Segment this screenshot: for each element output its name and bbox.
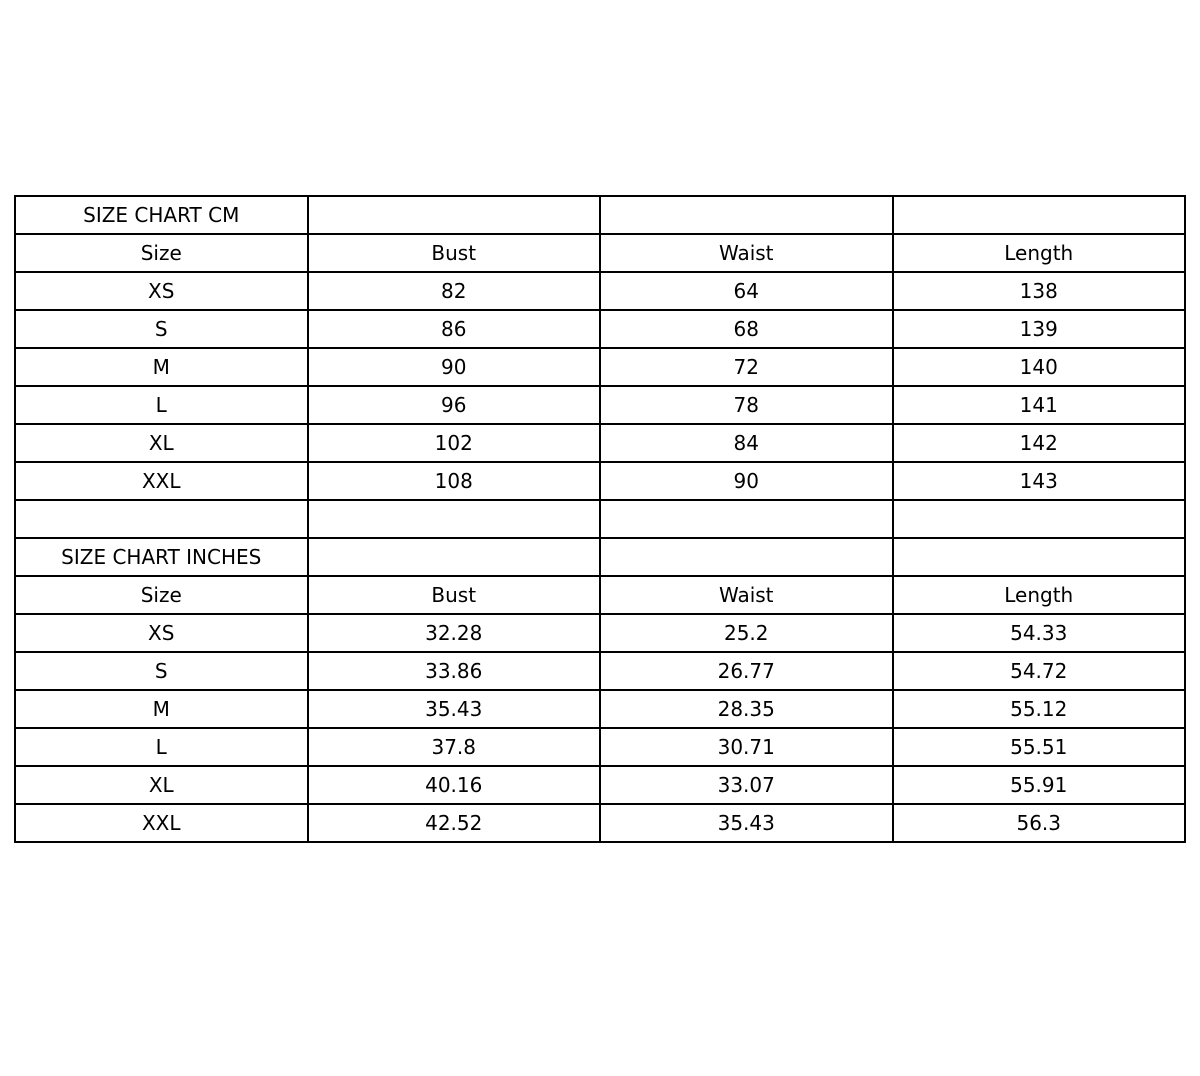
empty-cell — [600, 196, 893, 234]
table-row — [15, 386, 1185, 424]
table-row — [15, 272, 1185, 310]
waist-cell: 26.77 — [600, 652, 893, 690]
waist-cell: 78 — [600, 386, 893, 424]
bust-cell: 96 — [308, 386, 601, 424]
cm-section-title: SIZE CHART CM — [15, 196, 308, 234]
length-cell: 56.3 — [893, 804, 1186, 842]
column-header-length: Length — [893, 234, 1186, 272]
size-cell: S — [15, 652, 308, 690]
table-row — [15, 348, 1185, 386]
column-header-length: Length — [893, 576, 1186, 614]
size-cell: XXL — [15, 462, 308, 500]
waist-cell: 64 — [600, 272, 893, 310]
cm-header-row — [15, 234, 1185, 272]
waist-cell: 68 — [600, 310, 893, 348]
spacer-row — [15, 500, 1185, 538]
waist-cell: 33.07 — [600, 766, 893, 804]
size-cell: L — [15, 386, 308, 424]
table-row — [15, 690, 1185, 728]
length-cell: 138 — [893, 272, 1186, 310]
size-cell: S — [15, 310, 308, 348]
empty-cell — [893, 538, 1186, 576]
empty-cell — [893, 196, 1186, 234]
length-cell: 54.72 — [893, 652, 1186, 690]
table-row — [15, 310, 1185, 348]
bust-cell: 42.52 — [308, 804, 601, 842]
length-cell: 143 — [893, 462, 1186, 500]
inches-section-title: SIZE CHART INCHES — [15, 538, 308, 576]
cm-title-row — [15, 196, 1185, 234]
empty-cell — [308, 196, 601, 234]
bust-cell: 86 — [308, 310, 601, 348]
length-cell: 54.33 — [893, 614, 1186, 652]
size-cell: M — [15, 348, 308, 386]
bust-cell: 90 — [308, 348, 601, 386]
bust-cell: 40.16 — [308, 766, 601, 804]
waist-cell: 25.2 — [600, 614, 893, 652]
size-cell: XL — [15, 766, 308, 804]
table-row — [15, 614, 1185, 652]
table-row — [15, 766, 1185, 804]
waist-cell: 84 — [600, 424, 893, 462]
waist-cell: 72 — [600, 348, 893, 386]
empty-cell — [893, 500, 1186, 538]
inches-title-row — [15, 538, 1185, 576]
size-cell: XS — [15, 614, 308, 652]
table-row — [15, 804, 1185, 842]
column-header-bust: Bust — [308, 576, 601, 614]
table-row — [15, 462, 1185, 500]
waist-cell: 30.71 — [600, 728, 893, 766]
length-cell: 142 — [893, 424, 1186, 462]
waist-cell: 35.43 — [600, 804, 893, 842]
bust-cell: 108 — [308, 462, 601, 500]
empty-cell — [600, 500, 893, 538]
bust-cell: 102 — [308, 424, 601, 462]
size-cell: XS — [15, 272, 308, 310]
length-cell: 55.51 — [893, 728, 1186, 766]
length-cell: 55.12 — [893, 690, 1186, 728]
empty-cell — [600, 538, 893, 576]
size-chart-table — [14, 195, 1186, 843]
table-row — [15, 424, 1185, 462]
column-header-bust: Bust — [308, 234, 601, 272]
size-cell: XXL — [15, 804, 308, 842]
bust-cell: 37.8 — [308, 728, 601, 766]
bust-cell: 35.43 — [308, 690, 601, 728]
table-row — [15, 728, 1185, 766]
column-header-size: Size — [15, 234, 308, 272]
length-cell: 55.91 — [893, 766, 1186, 804]
column-header-size: Size — [15, 576, 308, 614]
column-header-waist: Waist — [600, 576, 893, 614]
length-cell: 140 — [893, 348, 1186, 386]
bust-cell: 32.28 — [308, 614, 601, 652]
column-header-waist: Waist — [600, 234, 893, 272]
table-row — [15, 652, 1185, 690]
inches-header-row — [15, 576, 1185, 614]
waist-cell: 28.35 — [600, 690, 893, 728]
bust-cell: 33.86 — [308, 652, 601, 690]
waist-cell: 90 — [600, 462, 893, 500]
size-cell: XL — [15, 424, 308, 462]
empty-cell — [308, 500, 601, 538]
size-chart-body — [15, 196, 1185, 842]
length-cell: 141 — [893, 386, 1186, 424]
empty-cell — [308, 538, 601, 576]
bust-cell: 82 — [308, 272, 601, 310]
length-cell: 139 — [893, 310, 1186, 348]
size-cell: M — [15, 690, 308, 728]
empty-cell — [15, 500, 308, 538]
size-cell: L — [15, 728, 308, 766]
